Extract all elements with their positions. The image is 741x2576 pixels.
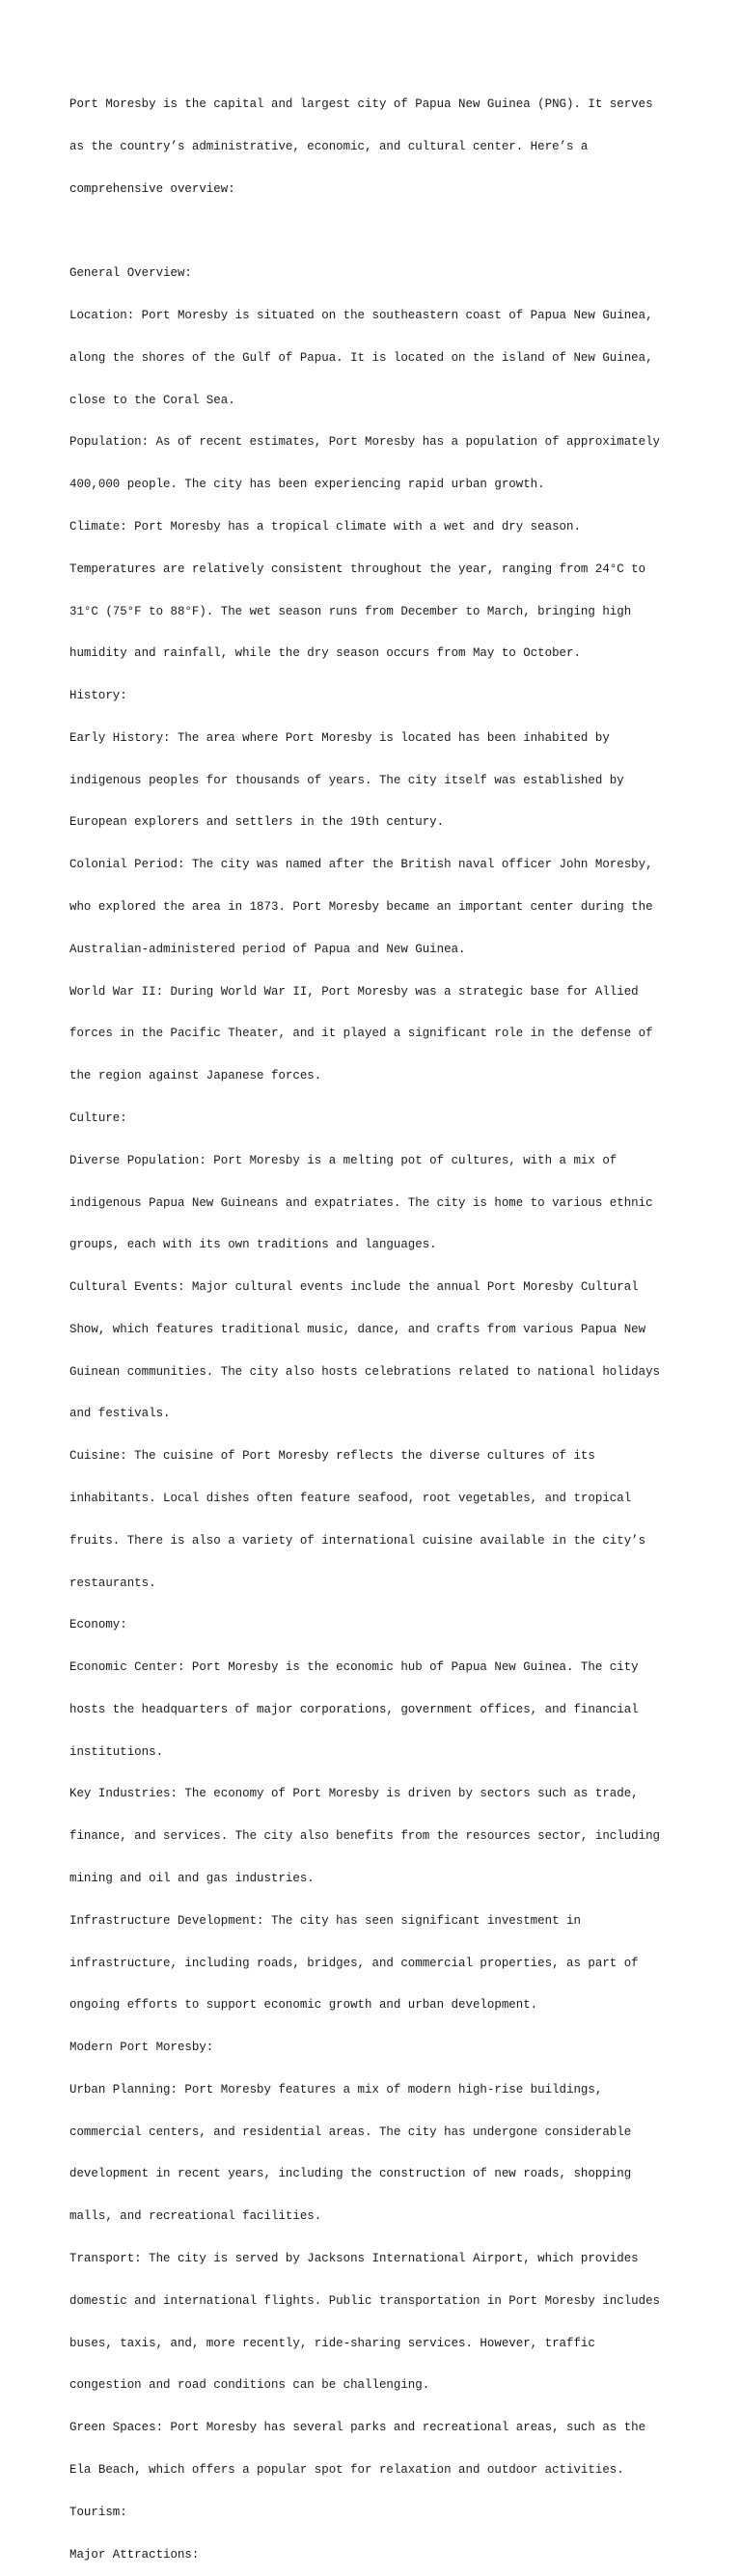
text-line: Cultural Events: Major cultural events include the annual Port Moresby Cultural (69, 1280, 639, 1295)
text-line: Green Spaces: Port Moresby has several parks and recreational areas, such as the (69, 2421, 646, 2435)
text-line: commercial centers, and residential areas. The city has undergone considerable (69, 2124, 632, 2139)
text-line: domestic and international flights. Public transportation in Port Moresby includes (69, 2293, 661, 2308)
text-line: humidity and rainfall, while the dry season occurs from May to October. (69, 646, 581, 661)
text-line: development in recent years, including the construction of new roads, shopping (69, 2167, 632, 2181)
text-line: Guinean communities. The city also hosts celebrations related to national holidays (69, 1364, 661, 1379)
section-heading: Major Attractions: (69, 2547, 200, 2562)
text-line: and festivals. (69, 1407, 171, 1421)
text-line: indigenous Papua New Guineans and expatriates. The city is home to various ethnic (69, 1195, 653, 1210)
text-line: Infrastructure Development: The city has seen significant investment in (69, 1913, 581, 1928)
text-line: infrastructure, including roads, bridges, and commercial properties, as part of (69, 1956, 639, 1970)
text-line: comprehensive overview: (69, 181, 235, 196)
text-line: Economic Center: Port Moresby is the economic hub of Papua New Guinea. The city (69, 1660, 639, 1675)
text-line: Show, which features traditional music, dance, and crafts from various Papua New (69, 1322, 646, 1336)
text-line: restaurants. (69, 1576, 156, 1590)
text-line: finance, and services. The city also benefits from the resources sector, including (69, 1829, 661, 1844)
section-heading: Modern Port Moresby: (69, 2041, 214, 2055)
text-line: World War II: During World War II, Port Moresby was a strategic base for Allied (69, 984, 639, 999)
text-line: as the country’s administrative, economic, and cultural center. Here’s a (69, 139, 589, 153)
text-line: Australian-administered period of Papua and New Guinea. (69, 942, 466, 956)
text-line: close to the Coral Sea. (69, 393, 235, 407)
text-line: malls, and recreational facilities. (69, 2209, 322, 2224)
text-line: Ela Beach, which offers a popular spot for relaxation and outdoor activities. (69, 2462, 624, 2477)
text-line: fruits. There is also a variety of international cuisine available in the city’s (69, 1533, 646, 1548)
text-line: Early History: The area where Port Moresby is located has been inhabited by (69, 730, 610, 745)
section-heading: History: (69, 689, 127, 703)
text-line: the region against Japanese forces. (69, 1069, 322, 1083)
text-line: Population: As of recent estimates, Port Moresby has a population of approximately (69, 435, 661, 450)
text-line: Location: Port Moresby is situated on the southeastern coast of Papua New Guinea, (69, 309, 653, 323)
text-line: Cuisine: The cuisine of Port Moresby reflects the diverse cultures of its (69, 1449, 595, 1464)
text-line: 400,000 people. The city has been experiencing rapid urban growth. (69, 478, 545, 492)
text-line: mining and oil and gas industries. (69, 1872, 315, 1885)
text-line: who explored the area in 1873. Port Moresby became an important center during the (69, 900, 653, 915)
text-line: buses, taxis, and, more recently, ride-sharing services. However, traffic (69, 2336, 595, 2350)
text-line: hosts the headquarters of major corporations, government offices, and financial (69, 1702, 639, 1716)
text-line: inhabitants. Local dishes often feature seafood, root vegetables, and tropical (69, 1491, 632, 1505)
text-line: Urban Planning: Port Moresby features a mix of modern high-rise buildings, (69, 2082, 603, 2096)
section-heading: Culture: (69, 1110, 127, 1125)
section-heading: Economy: (69, 1618, 127, 1632)
text-line: Diverse Population: Port Moresby is a melting pot of cultures, with a mix of (69, 1153, 618, 1167)
text-line: Port Moresby is the capital and largest city of Papua New Guinea (PNG). It serves (69, 97, 653, 112)
text-line: groups, each with its own traditions and languages. (69, 1238, 437, 1252)
text-line: Key Industries: The economy of Port Moresby is driven by sectors such as trade, (69, 1787, 639, 1801)
text-line: along the shores of the Gulf of Papua. It is located on the island of New Guinea, (69, 350, 653, 365)
section-heading: Tourism: (69, 2505, 127, 2519)
blank-line (69, 225, 672, 239)
text-line: Climate: Port Moresby has a tropical climate with a wet and dry season. (69, 520, 581, 534)
text-line: forces in the Pacific Theater, and it played a significant role in the defense of (69, 1027, 653, 1041)
text-line: 31°C (75°F to 88°F). The wet season runs from December to March, bringing high (69, 604, 632, 618)
text-line: Colonial Period: The city was named after the British naval officer John Moresby, (69, 858, 653, 872)
text-line: institutions. (69, 1744, 164, 1759)
text-line: Temperatures are relatively consistent throughout the year, ranging from 24°C to (69, 562, 646, 576)
section-heading: General Overview: (69, 266, 192, 281)
text-line: ongoing efforts to support economic growth and urban development. (69, 1998, 538, 2013)
text-line: Transport: The city is served by Jacksons International Airport, which provides (69, 2252, 639, 2266)
document-page (69, 69, 672, 2576)
text-line: congestion and road conditions can be challenging. (69, 2378, 430, 2393)
text-line: indigenous peoples for thousands of years. The city itself was established by (69, 773, 624, 787)
text-line: European explorers and settlers in the 19th century. (69, 815, 445, 830)
